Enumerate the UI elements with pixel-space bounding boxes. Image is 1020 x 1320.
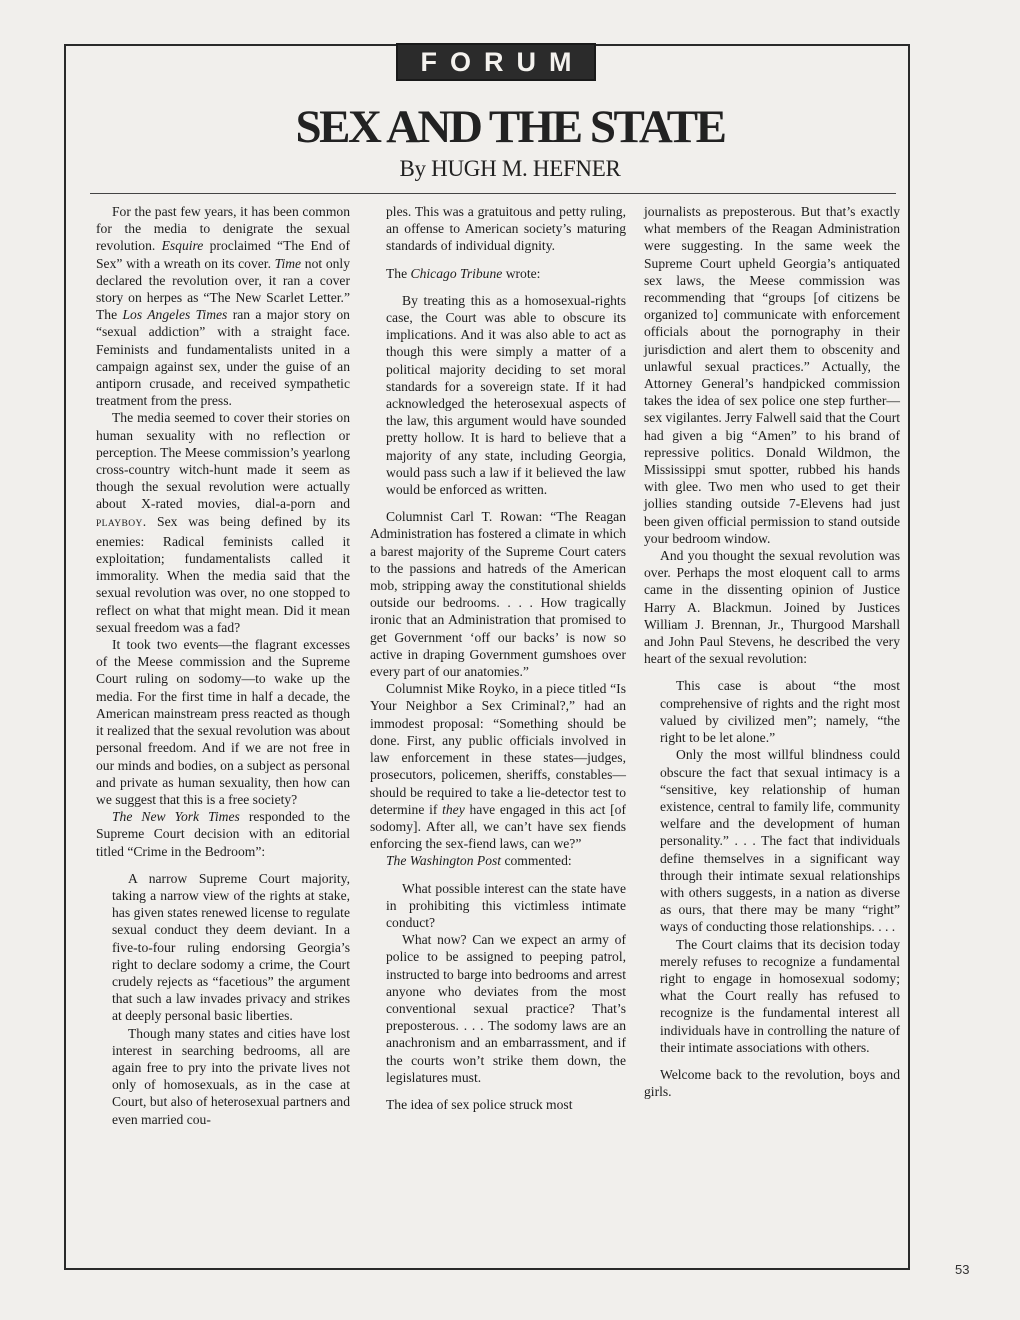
block-quote-paragraph: What now? Can we expect an army of police to be assigned to peeping patrol, instructed to barge into bedrooms and arrest anyone who deviates from the most conventional sexual practice? That’s preposterous. . . . The sodomy laws are an anachronism and an embarrassment, and if the courts won’t strike them down, the legislatures must.	[386, 932, 626, 1085]
body-paragraph: The media seemed to cover their stories on human sexuality with no reflection or perception. The Meese commission’s yearlong cross-country witch-hunt made it seem as though the sexual revolution were actually about X-rated movies, dial-a-porn and PLAYBOY. Sex was being defined by its enemies: Radical feminists called it exploitation; fundamentalists called it immorality. When the media said that the sexual revolution was over, no one stopped to reflect on what that might mean. Did it mean sexual freedom was a fad?	[96, 410, 350, 635]
page-number: 53	[955, 1262, 970, 1277]
forum-banner-label: FORUM	[420, 46, 585, 77]
body-paragraph: It took two events—the flagrant excesses of the Meese commission and the Supreme Court ruling on sodomy—to wake up the media. For the first time in half a decade, the American mainstream press reacted as though it realized that the sexual revolution was about personal freedom. And if we are not free in our minds and bodies, on a subject as personal and private as human sexuality, then how can we suggest that this is a free society?	[96, 637, 350, 807]
body-paragraph: For the past few years, it has been common for the media to denigrate the sexual revolution. Esquire proclaimed “The End of Sex” with a wreath on its cover. Time not only declared the revolution over, it ran a cover story on herpes as “The New Scarlet Letter.” The Los Angeles Times ran a major story on “sexual addiction” with a straight face. Feminists and fundamentalists united in a campaign against sex, under the guise of an antiporn crusade, and received sympathetic treatment from the press.	[96, 204, 350, 409]
article-byline: By HUGH M. HEFNER	[399, 156, 621, 181]
body-paragraph: Columnist Mike Royko, in a piece titled “Is Your Neighbor a Sex Criminal?,” had an immodest proposal: “Something should be done. First, any public officials involved in law enforcement in these states—judges, prosecutors, policemen, sheriffs, constables—should be required to take a lie-detector test to determine if they have engaged in this act [of sodomy]. After all, we can’t have sex fiends enforcing the sex-fiend laws, can we?”	[370, 681, 626, 852]
column-1	[96, 203, 350, 1128]
block-quote-paragraph: The Court claims that its decision today merely refuses to recognize a fundamental right to engage in homosexual sodomy; what the Court really has refused to recognize is the fundamental interest all individuals have in controlling the nature of their intimate associations with others.	[660, 936, 900, 1055]
block-quote-paragraph: ples. This was a gratuitous and petty ruling, an offense to American society’s maturing standards of individual dignity.	[386, 204, 626, 254]
block-quote-paragraph: This case is about “the most comprehensive of rights and the right most valued by civilized men”; namely, “the right to be let alone.”	[660, 678, 900, 746]
block-quote-paragraph: A narrow Supreme Court majority, taking a narrow view of the rights at stake, has given states renewed license to regulate sexual conduct they deem deviant. In a five-to-four ruling endorsing Georgia’s right to declare sodomy a crime, the Court crudely rejects as “facetious” the argument that such a law invades privacy and strikes at deeply personal basic liberties.	[112, 870, 350, 1024]
block-quote-paragraph: What possible interest can the state have in prohibiting this victimless intimate conduct?	[386, 880, 626, 930]
body-paragraph: The New York Times responded to the Supreme Court decision with an editorial titled “Crime in the Bedroom”:	[96, 809, 350, 859]
block-quote-paragraph: Only the most willful blindness could obscure the fact that sexual intimacy is a “sensitive, key relationship of human existence, central to family life, community welfare and the development of human personality.” . . . The fact that individuals define themselves in a significant way through their intimate sexual relationships with others suggests, in a nation as diverse as ours, that there may be many “right” ways of conducting those relationships. . . .	[660, 747, 900, 935]
header-rule	[90, 193, 896, 194]
body-paragraph: And you thought the sexual revolution was over. Perhaps the most eloquent call to arms came in the dissenting opinion of Justice Harry A. Blackmun. Joined by Justices William J. Brennan, Jr., Thurgood Marshall and John Paul Stevens, he described the very heart of the sexual revolution:	[644, 548, 900, 667]
block-quote-paragraph: By treating this as a homosexual-rights case, the Court was able to obscure its implications. And it was also able to act as though this were simply a matter of a political majority deciding to set moral standards for a sovereign state. If it had acknowledged the heterosexual aspects of the law, this argument would have sounded pretty hollow. It is hard to believe that a majority of any state, including Georgia, would pass such a law if it believed the law would be enforced as written.	[386, 292, 626, 498]
body-paragraph: Columnist Carl T. Rowan: “The Reagan Administration has fostered a climate in which a barest majority of the Supreme Court caters to the passions and hatreds of the American mob, stripping away the constitutional shields outside our bedrooms. . . . How tragically ironic that an Administration that promised to get Government ‘off our backs’ is now so active in draping Government gumshoes over every part of our anatomies.”	[370, 509, 626, 680]
column-3	[644, 203, 900, 1100]
forum-banner	[396, 43, 596, 81]
body-paragraph: The Washington Post commented:	[386, 853, 572, 869]
body-paragraph: journalists as preposterous. But that’s exactly what members of the Reagan Administration were suggesting. In the same week the Supreme Court upheld Georgia’s antiquated sex laws, the Meese commission was recommending that “groups [of citizens be organized to] communicate with enforcement officials about the pornography in their jurisdiction and alert them to obscenity and unlawful sexual practices.” Actually, the Attorney General’s handpicked commission takes the idea of sex police one step further—sex vigilantes. Jerry Falwell said that the Court had given a big “Amen” to his brand of repressive politics. Donald Wildmon, the Mississippi smut spotter, rubbed his hands with glee. Two men who used to get their jollies standing outside 7-Elevens had just been given official permission to stand outside your bedroom window.	[644, 204, 900, 546]
article-headline: SEX AND THE STATE	[295, 101, 725, 153]
column-2	[370, 203, 626, 1113]
body-paragraph: The Chicago Tribune wrote:	[386, 265, 541, 281]
body-paragraph: Welcome back to the revolution, boys and girls.	[644, 1066, 900, 1100]
body-paragraph: The idea of sex police struck most	[386, 1096, 573, 1112]
block-quote-paragraph: Though many states and cities have lost interest in searching bedrooms, all are again free to pry into the private lives not only of homosexuals, as in the case at Court, but also of heterosexual partners and even married cou-	[112, 1025, 350, 1127]
